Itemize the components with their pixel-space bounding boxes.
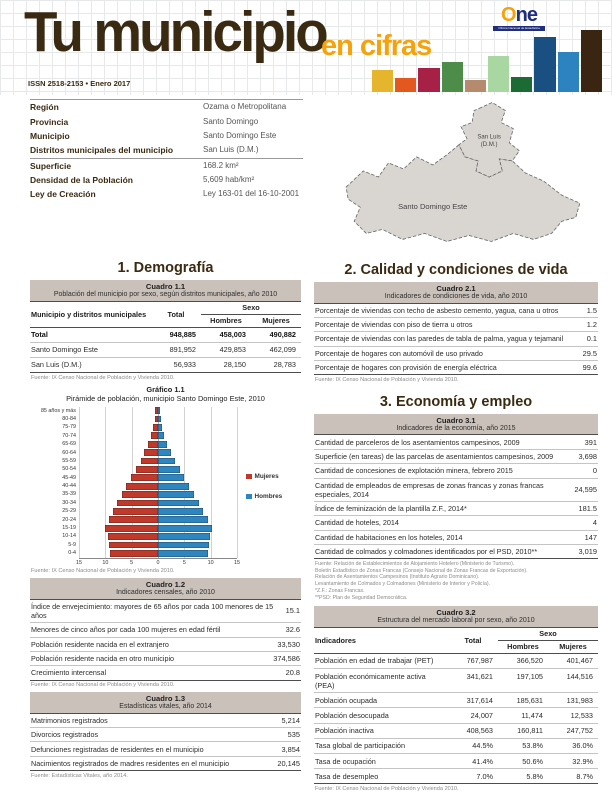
pyramid-bar-mujeres	[141, 458, 158, 465]
row-value: 29.5	[582, 348, 597, 358]
cuadro-3-1-header	[314, 414, 598, 435]
age-group-label: 30-34	[62, 499, 76, 506]
cuadro-label: Cuadro 1.1	[145, 282, 186, 291]
column-header: Total	[448, 628, 498, 654]
column-header: Municipio y distritos municipales	[30, 302, 151, 328]
info-label: Distritos municipales del municipio	[30, 145, 174, 156]
row-value: 1.5	[586, 305, 597, 315]
age-group-label: 15-19	[62, 525, 76, 532]
cuadro-subtitle: Indicadores de condiciones de vida, año 2010	[384, 293, 528, 300]
axis-tick-label: 10	[207, 559, 214, 566]
pyramid-bar-hombres	[158, 466, 180, 473]
pyramid-bar-hombres	[158, 542, 209, 549]
age-group-label: 70-74	[62, 432, 76, 439]
table-row	[314, 501, 598, 515]
row-total: 44.5%	[448, 738, 498, 753]
row-value: 3,019	[578, 547, 597, 557]
row-hombres: 50.6%	[498, 753, 548, 768]
row-value: 4	[592, 518, 597, 528]
cuadro-label: Cuadro 3.2	[436, 608, 476, 618]
cuadro-1-3-header	[30, 692, 301, 713]
pyramid-bar-hombres	[158, 491, 194, 498]
table-row	[314, 304, 598, 317]
age-group-label: 85 años y más	[40, 407, 76, 414]
row-hombres: 160,811	[498, 723, 548, 738]
cuadro-3-1-footnotes	[315, 561, 598, 602]
footnote-line: **PSD: Plan de Seguridad Democrática.	[315, 594, 408, 601]
legend-label: Hombres	[254, 493, 283, 501]
pyramid-bar-hombres	[158, 416, 161, 423]
row-total: 408,563	[448, 723, 498, 738]
cuadro-1-3	[30, 692, 301, 779]
page-title: Tu municipio	[24, 0, 326, 64]
row-label: Cantidad de habitaciones en los hoteles, 2014	[315, 532, 463, 542]
row-value: 535	[287, 730, 300, 740]
table-row	[314, 515, 598, 529]
column-header: Sexo	[201, 302, 301, 315]
pyramid-bar-mujeres	[105, 525, 158, 532]
pyramid-bar-hombres	[158, 483, 189, 490]
cuadro-label: Cuadro 1.3	[145, 694, 186, 704]
table-row	[30, 741, 301, 755]
pyramid-bar-mujeres	[126, 483, 158, 490]
left-column	[30, 260, 301, 783]
row-label: Porcentaje de hogares con automóvil de uso privado	[315, 348, 483, 358]
row-value: 20,145	[277, 758, 300, 768]
age-group-label: 20-24	[62, 516, 76, 523]
legend-item-hombres	[246, 493, 282, 500]
pyramid-axis-categories	[32, 407, 79, 567]
gridline	[105, 407, 106, 558]
pyramid-bar-mujeres	[117, 500, 158, 507]
decorative-bar	[558, 52, 579, 92]
table-row	[314, 360, 598, 374]
table-row	[30, 756, 301, 770]
info-value: San Luis (D.M.)	[203, 145, 259, 155]
info-row	[30, 114, 303, 128]
table-row	[30, 727, 301, 741]
axis-tick-label: 10	[102, 559, 109, 566]
cuadro-1-2-header	[30, 578, 301, 599]
row-label: Tasa de desempleo	[314, 768, 448, 783]
age-group-label: 5-9	[68, 541, 76, 548]
row-hombres: 185,631	[498, 692, 548, 707]
legend-swatch-icon	[246, 474, 252, 480]
fuente-note: Fuente: IX Censo Nacional de Población y Vivienda 2010.	[31, 682, 175, 689]
row-label: Cantidad de parceleros de los asentamientos campesinos, 2009	[315, 437, 520, 447]
age-group-label: 60-64	[62, 449, 76, 456]
row-value: 5,214	[281, 715, 300, 725]
chart-legend	[237, 407, 282, 567]
column-header: Mujeres	[251, 315, 301, 328]
pyramid-bar-hombres	[158, 474, 184, 481]
row-mujeres: 131,983	[548, 692, 598, 707]
table-row	[314, 331, 598, 345]
row-mujeres: 401,467	[566, 656, 593, 666]
axis-tick-label: 15	[234, 559, 240, 566]
table-row	[314, 317, 598, 331]
legend-label: Mujeres	[254, 473, 279, 481]
row-label: Población residente nacida en el extranjero	[31, 639, 169, 649]
row-mujeres: 32.9%	[548, 753, 598, 768]
pyramid-bar-hombres	[158, 441, 167, 448]
cuadro-subtitle: Estructura del mercado laboral por sexo, año 2010	[377, 617, 535, 625]
row-mujeres: 8.7%	[548, 768, 598, 783]
row-value: 1.2	[586, 320, 597, 330]
row-label: Divorcios registrados	[31, 730, 99, 740]
row-label: Índice de envejecimiento: mayores de 65 años por cada 100 menores de 15 años	[31, 601, 274, 620]
pyramid-x-axis	[76, 559, 240, 567]
info-row	[30, 173, 303, 187]
one-logo-icon: One	[501, 4, 537, 26]
cuadro-subtitle: Indicadores de la economía, año 2015	[396, 424, 516, 432]
row-total: 7.0%	[448, 768, 498, 783]
info-label: Municipio	[30, 130, 70, 141]
row-label: Santo Domingo Este	[30, 342, 151, 357]
row-label: Población ocupada	[314, 692, 448, 707]
pyramid-bar-mujeres	[136, 466, 158, 473]
cuadro-3-1-table	[314, 434, 598, 559]
row-mujeres: 28,783	[251, 357, 301, 372]
legend-item-mujeres	[246, 473, 282, 480]
table-row	[314, 478, 598, 501]
row-value: 181.5	[578, 504, 597, 514]
table-row	[314, 435, 598, 448]
gridline	[237, 407, 238, 558]
pyramid-bar-hombres	[158, 525, 212, 532]
cuadro-label: Cuadro 3.1	[436, 415, 476, 425]
row-hombres: 458,003	[219, 330, 246, 340]
pyramid-bar-hombres	[158, 432, 164, 439]
info-value: Santo Domingo Este	[203, 130, 277, 140]
row-mujeres: 144,516	[548, 668, 598, 692]
row-hombres: 197,105	[498, 668, 548, 692]
table-row	[30, 665, 301, 679]
gridline	[211, 407, 212, 558]
age-group-label: 0-4	[68, 550, 76, 557]
info-row	[30, 100, 303, 114]
row-label: San Luis (D.M.)	[30, 357, 151, 372]
decorative-bar	[511, 77, 532, 92]
row-label: Población en edad de trabajar (PET)	[315, 656, 434, 666]
info-label: Región	[30, 102, 59, 113]
info-value: Ley 163-01 del 16-10-2001	[203, 189, 300, 199]
info-label: Densidad de la Población	[30, 175, 133, 186]
row-value: 391	[584, 437, 597, 447]
decorative-bar	[442, 62, 463, 92]
pyramid-bar-mujeres	[108, 533, 158, 540]
cuadro-label: Cuadro 2.1	[436, 284, 476, 293]
footnote-line: Levantamiento de Colmados y Colmadones (Ministerio de Interior y Policía).	[315, 581, 491, 588]
row-hombres: 28,150	[201, 357, 251, 372]
legend-swatch-icon	[246, 494, 252, 500]
info-row	[30, 129, 303, 143]
row-label: Porcentaje de viviendas con techo de asbesto cemento, yagua, cana u otros	[315, 305, 559, 315]
row-value: 0	[592, 466, 597, 476]
map-shape-santo-domingo-este	[346, 145, 580, 242]
pyramid-bar-mujeres	[113, 508, 158, 515]
age-group-label: 45-49	[62, 474, 76, 481]
table-row	[314, 530, 598, 544]
grafico-subtitle: Pirámide de población, municipio Santo Domingo Este, 2010	[66, 393, 265, 403]
row-value: 99.6	[582, 363, 597, 373]
pyramid-bar-hombres	[158, 449, 171, 456]
cuadro-1-3-table	[30, 713, 301, 772]
pyramid-bar-hombres	[158, 424, 162, 431]
cuadro-3-1	[314, 414, 598, 602]
row-mujeres: 12,533	[548, 707, 598, 722]
row-value: 33,530	[277, 639, 300, 649]
map-label-san-luis: San Luis	[477, 134, 501, 141]
row-total: 24,007	[448, 707, 498, 722]
table-row	[30, 714, 301, 727]
row-label: Cantidad de hoteles, 2014	[315, 518, 399, 528]
header	[0, 0, 612, 95]
row-value: 24,595	[574, 485, 597, 495]
row-label: Menores de cinco años por cada 100 mujeres en edad fértil	[31, 625, 221, 635]
row-label: Tasa global de participación	[314, 738, 448, 753]
decorative-bar-chart	[372, 30, 602, 92]
info-label: Superficie	[30, 160, 72, 171]
pyramid-plot	[79, 407, 237, 559]
info-value: 5,609 hab/km²	[203, 175, 255, 185]
issn-line: ISSN 2518-2153 • Enero 2017	[28, 79, 131, 88]
row-value: 0.1	[586, 334, 597, 344]
age-group-label: 10-14	[62, 533, 76, 540]
info-row	[30, 143, 303, 157]
table-row	[30, 600, 301, 622]
fuente-note: Fuente: IX Censo Nacional de Población y Vivienda 2010.	[315, 376, 459, 383]
cuadro-3-2-table	[314, 627, 598, 785]
age-group-label: 75-79	[62, 424, 76, 431]
table-row	[314, 346, 598, 360]
row-label: Nacimientos registrados de madres residentes en el municipio	[31, 758, 230, 768]
row-label: Superficie (en tareas) de las parcelas de asentamientos campesinos, 2009	[315, 451, 554, 461]
fuente-note: Fuente: Estadísticas Vitales, año 2014.	[31, 772, 128, 779]
row-value: 374,586	[273, 654, 300, 664]
row-label: Tasa de ocupación	[314, 753, 448, 768]
table-row	[314, 544, 598, 558]
row-label: Cantidad de empleados de empresas de zonas francas y zonas francas especiales, 2014	[315, 480, 544, 499]
one-logo	[493, 5, 545, 31]
decorative-bar	[581, 30, 602, 92]
cuadro-subtitle: Estadísticas vitales, año 2014	[119, 703, 212, 711]
age-group-label: 50-54	[62, 466, 76, 473]
row-value: 147	[584, 532, 597, 542]
info-label: Ley de Creación	[30, 189, 96, 200]
cuadro-3-2-header	[314, 606, 598, 627]
row-value: 20.8	[285, 668, 300, 678]
pyramid-bar-mujeres	[148, 441, 158, 448]
decorative-bar	[534, 37, 555, 92]
cuadro-1-2	[30, 578, 301, 688]
column-header: Hombres	[498, 641, 548, 654]
column-header: Sexo	[498, 628, 598, 641]
gridline	[79, 407, 80, 558]
cuadro-label: Cuadro 1.2	[145, 580, 186, 590]
cuadro-subtitle: Población del municipio por sexo, según distritos municipales, año 2010	[53, 291, 278, 298]
row-total: 41.4%	[448, 753, 498, 768]
pyramid-bar-hombres	[158, 500, 199, 507]
row-hombres: 53.8%	[498, 738, 548, 753]
row-total: 948,885	[169, 330, 196, 340]
table-row	[30, 637, 301, 651]
age-group-label: 80-84	[62, 415, 76, 422]
row-label: Índice de feminización de la plantilla Z.F., 2014*	[315, 504, 467, 514]
info-row	[30, 158, 303, 173]
decorative-bar	[465, 80, 486, 92]
pyramid-bar-mujeres	[144, 449, 158, 456]
row-label: Cantidad de concesiones de explotación minera, febrero 2015	[315, 466, 513, 476]
row-label: Población económicamente activa (PEA)	[314, 668, 448, 692]
row-mujeres: 247,752	[548, 723, 598, 738]
decorative-bar	[372, 70, 393, 92]
pyramid-bar-hombres	[158, 533, 210, 540]
row-total: 317,614	[448, 692, 498, 707]
pyramid-bar-hombres	[158, 508, 203, 515]
row-label: Matrimonios registrados	[31, 715, 108, 725]
row-label: Población residente nacida en otro municipio	[31, 654, 175, 664]
age-group-label: 55-59	[62, 457, 76, 464]
grafico-1-1	[30, 385, 301, 575]
map-label-san-luis-dm: (D.M.)	[480, 141, 498, 148]
age-group-label: 65-69	[62, 441, 76, 448]
pyramid-bar-hombres	[158, 550, 208, 557]
age-group-label: 40-44	[62, 483, 76, 490]
pyramid-plot-area	[76, 407, 240, 567]
row-hombres: 11,474	[498, 707, 548, 722]
table-row	[30, 651, 301, 665]
footnote-line: Boletín Estadístico de Zonas Francas (Consejo Nacional de Zonas Francas de Exportación).	[315, 567, 528, 574]
grafico-label: Gráfico 1.1	[146, 384, 185, 394]
one-logo-tagline: Oficina Nacional de Estadística	[493, 26, 545, 31]
cuadro-2-1-header	[314, 282, 598, 303]
info-row	[30, 187, 303, 201]
fuente-note: Fuente: IX Censo Nacional de Población y Vivienda 2010.	[31, 568, 175, 575]
pyramid-bar-mujeres	[109, 516, 158, 523]
table-row	[314, 449, 598, 463]
info-label: Provincia	[30, 116, 69, 127]
row-label: Crecimiento intercensal	[31, 668, 107, 678]
column-header: Indicadores	[314, 628, 448, 654]
pyramid-bar-mujeres	[151, 432, 158, 439]
row-total: 56,933	[151, 357, 201, 372]
cuadro-1-1-header	[30, 280, 301, 301]
row-mujeres: 36.0%	[548, 738, 598, 753]
row-hombres: 366,520	[516, 656, 543, 666]
population-pyramid-chart	[32, 407, 301, 567]
cuadro-1-1-table	[30, 301, 301, 374]
section-title-demografia: 1. Demografía	[117, 260, 214, 276]
section-title-calidad: 2. Calidad y condiciones de vida	[344, 262, 568, 278]
row-total: 891,952	[151, 342, 201, 357]
row-label: Porcentaje de viviendas con piso de tierra u otros	[315, 320, 473, 330]
page-title-accent: en cifras	[321, 30, 432, 62]
pyramid-bar-hombres	[158, 458, 175, 465]
footnote-line: Fuente: Relación de Establecimientos de Alojamiento Hotelero (Ministerio de Turismo).	[315, 560, 515, 567]
pyramid-bar-hombres	[158, 516, 208, 523]
row-value: 15.1	[285, 606, 300, 616]
age-group-label: 25-29	[62, 508, 76, 515]
footnote-line: *Z.F.: Zonas Francas.	[315, 587, 365, 594]
row-hombres: 429,853	[201, 342, 251, 357]
column-header: Total	[151, 302, 201, 328]
row-value: 3,698	[578, 451, 597, 461]
decorative-bar	[488, 56, 509, 92]
row-label: Población inactiva	[314, 723, 448, 738]
row-total: 341,621	[448, 668, 498, 692]
row-label: Cantidad de colmados y colmadones identificados por el PSD, 2010**	[315, 547, 538, 557]
fuente-note: Fuente: IX Censo Nacional de Población y Vivienda 2010.	[31, 374, 175, 381]
row-hombres: 5.8%	[498, 768, 548, 783]
axis-tick-label: 15	[76, 559, 82, 566]
axis-tick-label: 5	[182, 559, 186, 566]
decorative-bar	[395, 78, 416, 92]
info-panel	[30, 99, 303, 202]
column-header: Mujeres	[548, 641, 598, 654]
row-label: Población desocupada	[314, 707, 448, 722]
info-value: Santo Domingo	[203, 116, 259, 126]
cuadro-3-2	[314, 606, 598, 792]
decorative-bar	[418, 68, 439, 92]
table-row	[314, 463, 598, 477]
footnote-line: Relación de Asentamientos Campesinos (Instituto Agrario Dominicano).	[315, 574, 480, 581]
cuadro-1-1	[30, 280, 301, 381]
row-total: 767,987	[466, 656, 493, 666]
info-value: Ozama o Metropolitana	[203, 102, 287, 112]
pyramid-bar-mujeres	[110, 550, 158, 557]
row-value: 3,854	[281, 744, 300, 754]
right-column	[314, 262, 598, 792]
row-label: Porcentaje de viviendas con las paredes de tabla de palma, yagua y tejamanil	[315, 334, 564, 344]
age-group-label: 35-39	[62, 491, 76, 498]
row-label: Porcentaje de hogares con provisión de energía eléctrica	[315, 363, 497, 373]
cuadro-2-1-table	[314, 303, 598, 376]
fuente-note: Fuente: IX Censo Nacional de Población y Vivienda 2010.	[315, 785, 459, 792]
table-row	[30, 622, 301, 636]
axis-tick-label: 0	[156, 559, 160, 566]
pyramid-bar-hombres	[158, 407, 160, 414]
info-value: 168.2 km²	[203, 160, 239, 170]
cuadro-2-1	[314, 282, 598, 383]
section-title-economia: 3. Economía y empleo	[379, 393, 533, 410]
municipality-map	[328, 98, 605, 255]
map-label-santo-domingo-este: Santo Domingo Este	[398, 202, 468, 212]
pyramid-bar-mujeres	[131, 474, 158, 481]
row-mujeres: 490,882	[269, 330, 296, 340]
cuadro-1-2-table	[30, 599, 301, 681]
row-label: Defunciones registradas de residentes en el municipio	[31, 744, 204, 754]
row-mujeres: 462,099	[251, 342, 301, 357]
cuadro-subtitle: Indicadores censales, año 2010	[116, 589, 215, 597]
row-label: Total	[31, 330, 48, 340]
pyramid-bar-mujeres	[109, 542, 158, 549]
pyramid-bar-mujeres	[122, 491, 158, 498]
column-header: Hombres	[201, 315, 251, 328]
axis-tick-label: 5	[130, 559, 134, 566]
row-value: 32.6	[285, 625, 300, 635]
